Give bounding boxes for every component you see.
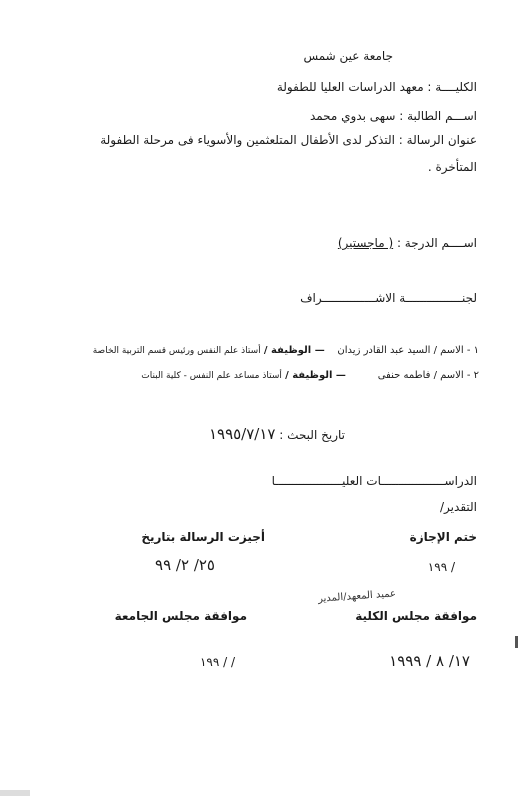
faculty-council-label: موافقة مجلس الكلية bbox=[355, 609, 477, 623]
postgrad-heading: الدراســــــــــــــــــات العليـــــــــــــــــــا bbox=[271, 474, 477, 488]
member-job: أستاذ مساعد علم النفس - كلية البنات bbox=[141, 371, 282, 381]
degree-line bbox=[338, 236, 477, 250]
grade-label: التقدير/ bbox=[440, 500, 477, 514]
member-job: أستاذ علم النفس ورئيس قسم التربية الخاصة bbox=[92, 346, 261, 356]
committee-heading: لجنــــــــــــــــة الاشـــــــــــــــراف bbox=[300, 291, 477, 305]
faculty-council-note: عميد المعهد/المدير bbox=[317, 588, 397, 605]
research-date-line bbox=[209, 425, 345, 443]
member-number: ٢ - الاسم / bbox=[433, 370, 479, 381]
thesis-title-line1: عنوان الرسالة : التذكر لدى الأطفال المتلعثمين والأسوياء فى مرحلة الطفولة bbox=[100, 133, 477, 147]
committee-member-2 bbox=[141, 370, 479, 382]
degree-value: ( ماجستير) bbox=[337, 236, 394, 250]
thesis-approved-date: ٢٥/ ٢/ ٩٩ bbox=[155, 556, 215, 574]
member-name: السيد عبد القادر زيدان bbox=[337, 345, 431, 356]
scan-corner-smudge bbox=[0, 790, 30, 796]
scan-edge-mark bbox=[515, 636, 518, 648]
member-job-label: — الوظيفة / bbox=[263, 345, 325, 356]
member-job-label: — الوظيفة / bbox=[285, 370, 346, 381]
committee-member-1 bbox=[93, 345, 479, 357]
faculty-council-date: ١٧/ ٨ / ١٩٩٩ bbox=[389, 652, 470, 670]
member-name: فاطمه حنفى bbox=[377, 370, 431, 381]
faculty-line: الكليــــة : معهد الدراسات العليا للطفولة bbox=[276, 80, 477, 94]
approval-seal-label: ختم الإجازة bbox=[409, 530, 477, 544]
degree-label: اســــم الدرجة : bbox=[396, 236, 477, 250]
university-name: جامعة عين شمس bbox=[303, 49, 393, 63]
student-name-line: اســـم الطالبة : سهى بدوي محمد bbox=[309, 109, 477, 123]
thesis-title-line2: المتأخرة . bbox=[427, 160, 477, 174]
research-date-value: ١٩٩٥/٧/١٧ bbox=[208, 425, 276, 443]
member-number: ١ - الاسم / bbox=[433, 345, 479, 356]
research-date-label: تاريخ البحث : bbox=[279, 428, 345, 442]
university-council-date: / / ١٩٩ bbox=[199, 655, 235, 669]
thesis-approved-label: أجيزت الرسالة بتاريخ bbox=[141, 530, 265, 544]
university-council-label: موافقة مجلس الجامعة bbox=[114, 609, 247, 623]
approval-seal-date: / ١٩٩ bbox=[427, 560, 455, 574]
